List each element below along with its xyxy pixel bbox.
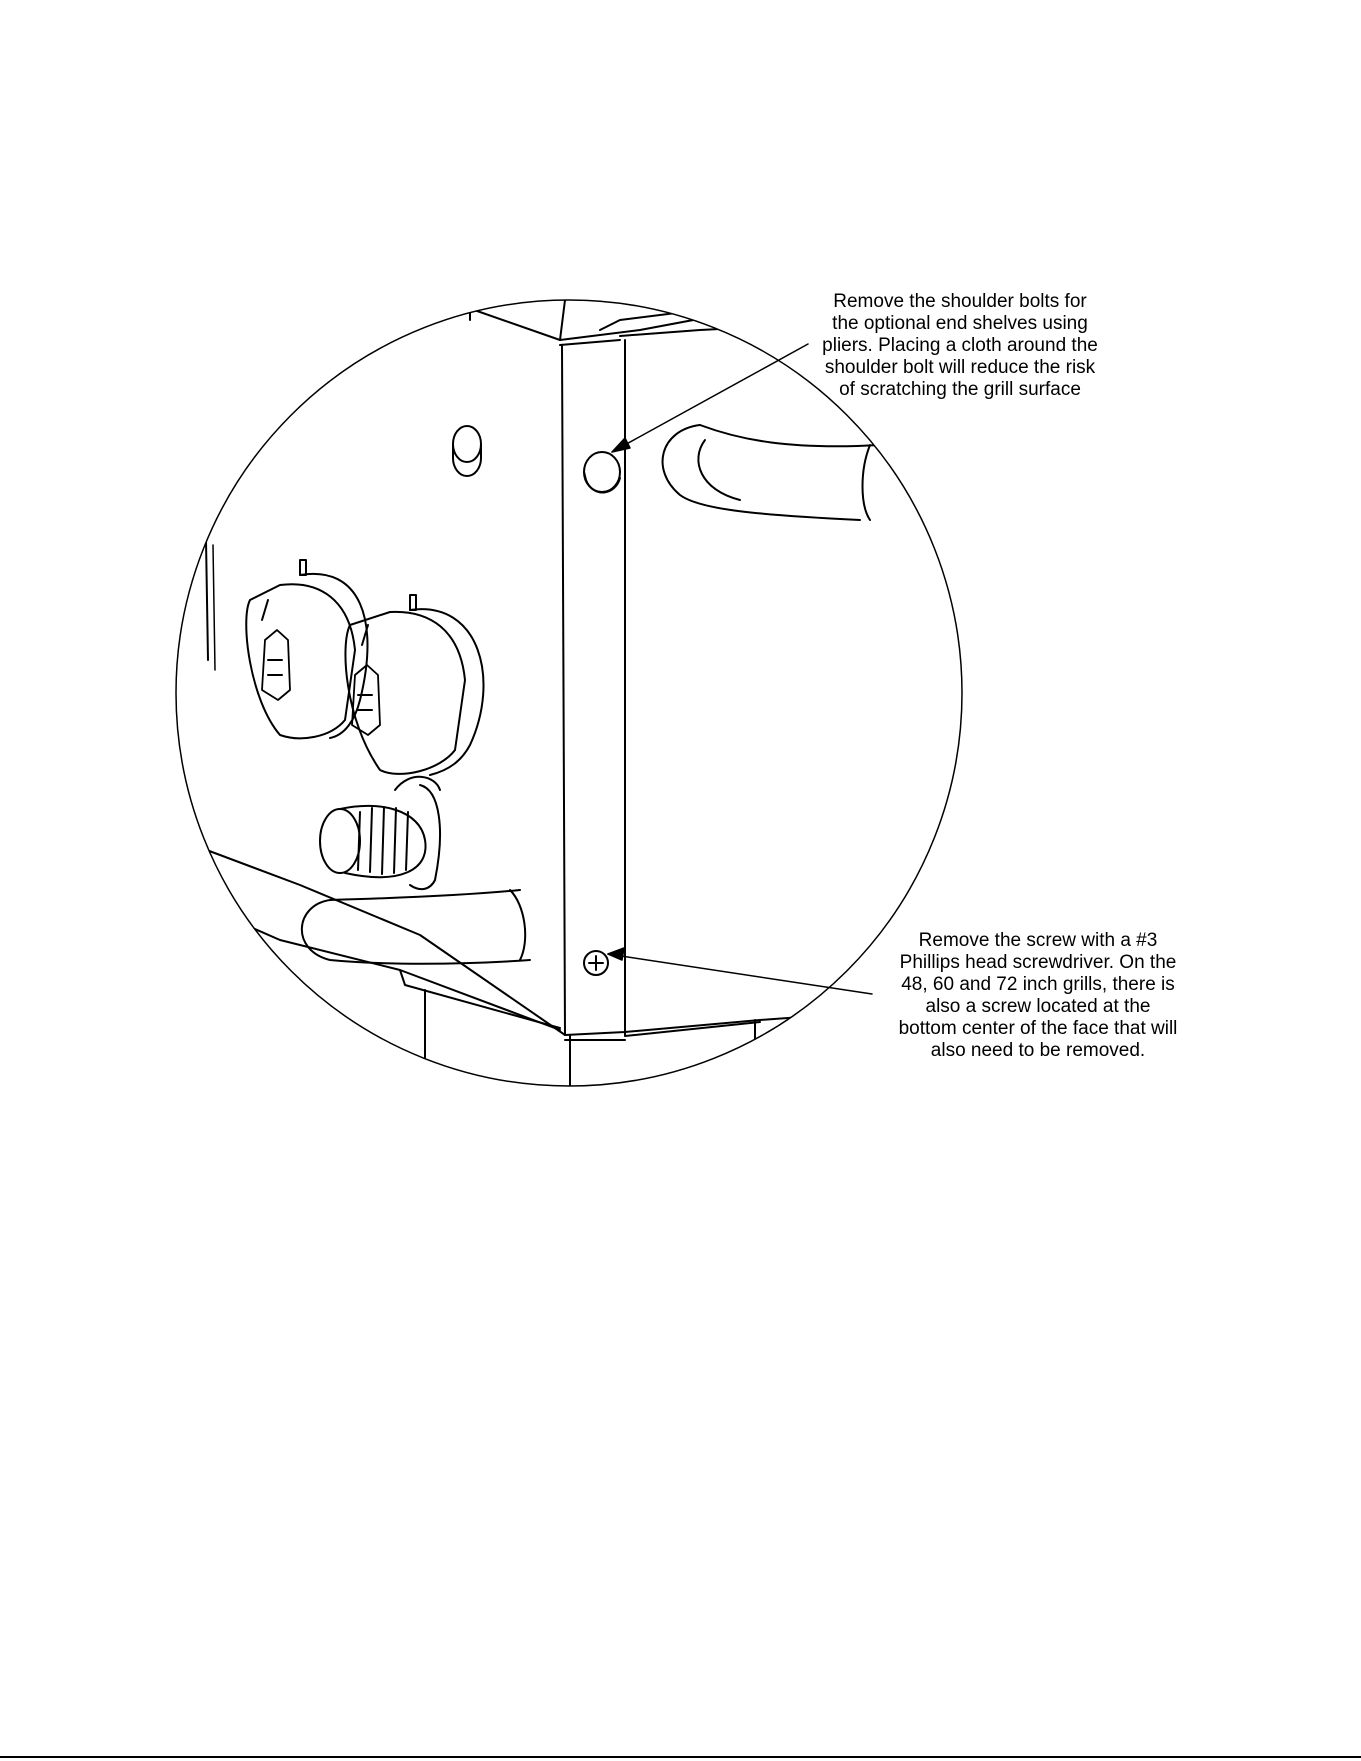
page-footer-rule: [0, 1756, 1361, 1758]
callout-line: Remove the screw with a #3: [918, 930, 1158, 951]
callout-line: shoulder bolt will reduce the risk: [824, 357, 1096, 378]
leader-line-bolt: [612, 344, 808, 452]
detail-circle: [176, 300, 962, 1086]
callout-line: 48, 60 and 72 inch grills, there is: [901, 974, 1175, 995]
control-knob-icon: [246, 560, 367, 738]
shoulder-bolt-callout: [810, 291, 1110, 401]
callout-line: Phillips head screwdriver. On the: [899, 952, 1177, 973]
callout-line: Remove the shoulder bolts for: [833, 291, 1087, 312]
callout-line: also need to be removed.: [930, 1040, 1146, 1061]
shoulder-bolt-icon: [584, 452, 620, 493]
screw-callout: [878, 930, 1198, 1062]
panel-peg-icon: [453, 426, 481, 476]
leader-arrowhead: [608, 948, 624, 960]
callout-line: the optional end shelves using: [832, 313, 1088, 334]
leader-arrowhead: [612, 438, 630, 452]
callout-line: bottom center of the face that will: [898, 1018, 1178, 1039]
grill-top-edges: [460, 300, 800, 345]
igniter-icon: [320, 777, 440, 889]
leader-line-screw: [608, 954, 872, 994]
callout-line: also a screw located at the: [925, 996, 1151, 1017]
callout-line: of scratching the grill surface: [839, 379, 1081, 400]
rear-handle-icon: [663, 425, 880, 520]
callout-leader-lines: [608, 344, 872, 994]
phillips-screw-icon: [584, 951, 608, 975]
callout-line: pliers. Placing a cloth around the: [822, 335, 1098, 356]
